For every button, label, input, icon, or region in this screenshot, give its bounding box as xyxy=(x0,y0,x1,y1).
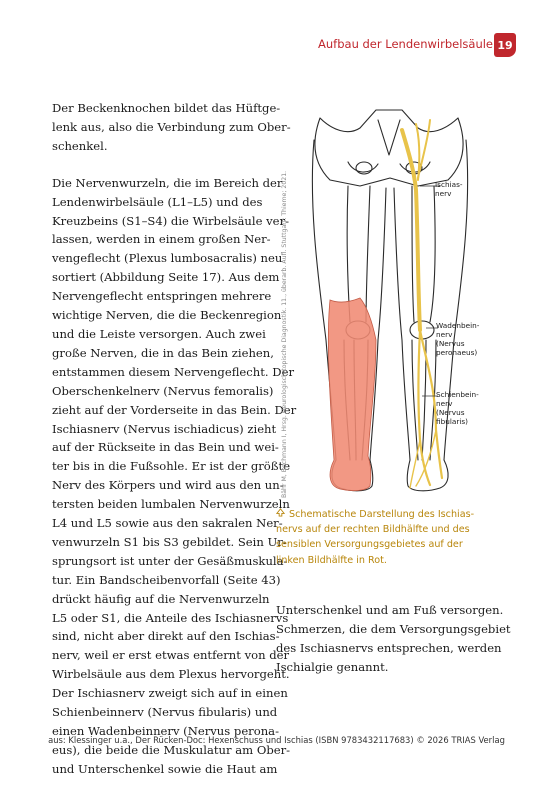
label-ischiasnerv xyxy=(435,180,463,198)
text-line: sprungsort ist unter der Gesäßmuskula- xyxy=(52,553,288,568)
label-line: (Nervus xyxy=(436,408,465,417)
text-line: Ischialgie genannt. xyxy=(276,659,389,674)
text-line: Ischiasnerv (Nervus ischiadicus) zieht xyxy=(52,421,277,436)
label-schienbeinnerv xyxy=(436,390,479,426)
label-line: peronaeus) xyxy=(436,348,478,357)
text-line: sortiert (Abbildung Seite 17). Aus dem xyxy=(52,270,280,285)
text-line: drückt häufig auf die Nervenwurzeln xyxy=(52,591,270,606)
label-line: nerv xyxy=(436,330,453,339)
text-line: Der Ischiasnerv zweigt sich auf in einen xyxy=(52,686,288,701)
text-line: L4 und L5 sowie aus den sakralen Ner- xyxy=(52,516,283,531)
caption-line: sensiblen Versorgungsgebietes auf der xyxy=(276,539,463,551)
text-line: Lendenwirbelsäule (L1–L5) und des xyxy=(52,194,263,209)
text-line: einen Wadenbeinnerv (Nervus perona- xyxy=(52,724,280,738)
label-line: nerv xyxy=(435,189,452,198)
source-footer: aus: Klessinger u.a., Der Rücken-Doc: Hexenschuss und Ischias (ISBN 9783432117683) © 2026 TRIAS Verlag xyxy=(48,735,505,745)
leader-lines xyxy=(420,186,440,396)
text-line: große Nerven, die in das Bein ziehen, xyxy=(52,345,274,360)
label-wadenbeinnerv xyxy=(436,321,479,357)
text-line: lassen, werden in einem großen Ner- xyxy=(52,232,271,247)
caption-line: linken Bildhälfte in Rot. xyxy=(276,554,387,566)
label-line: fibularis) xyxy=(436,417,469,426)
text-line: schenkel. xyxy=(52,138,108,153)
page-number-badge: 19 xyxy=(494,33,516,57)
text-line: venwurzeln S1 bis S3 gebildet. Sein Ur- xyxy=(52,534,287,549)
text-line: vengeflecht (Plexus lumbosacralis) neu xyxy=(52,251,283,266)
caption-text: Schematische Darstellung des Ischias- xyxy=(289,509,475,520)
text-line: sind, nicht aber direkt auf den Ischias- xyxy=(52,629,280,644)
anatomy-figure xyxy=(290,100,515,500)
text-line: und die Leiste versorgen. Auch zwei xyxy=(52,326,266,341)
text-line: lenk aus, also die Verbindung zum Ober- xyxy=(52,119,291,134)
text-line: L5 oder S1, die Anteile des Ischiasnervs xyxy=(52,610,289,625)
text-line: tur. Ein Bandscheibenvorfall (Seite 43) xyxy=(52,572,281,587)
text-line: und Unterschenkel sowie die Haut am xyxy=(52,761,278,776)
figure-credit: Bähr M, Bechmann I, Hrsg. Neurologisch-topische Diagnostik. 11., überarb. Aufl. Stuttgart: Thieme; 2021. xyxy=(281,170,288,498)
text-line: Kreuzbeins (S1–S4) die Wirbelsäule ver- xyxy=(52,213,289,228)
label-line: Schienbein- xyxy=(436,390,479,399)
text-line: Schienbeinnerv (Nervus fibularis) und xyxy=(52,705,278,720)
running-header: Aufbau der Lendenwirbelsäule xyxy=(318,37,493,51)
body-text-right xyxy=(276,601,511,677)
text-line: ter bis in die Fußsohle. Er ist der größte xyxy=(52,459,291,474)
text-line: Schmerzen, die dem Versorgungsgebiet xyxy=(276,621,511,636)
label-line: Ischias- xyxy=(435,180,463,189)
caption-line: nervs auf der rechten Bildhälfte und des xyxy=(276,524,470,536)
text-line: Nervengeflecht entspringen mehrere xyxy=(52,289,272,304)
text-line: eus), die beide die Muskulatur am Ober- xyxy=(52,742,291,757)
sensory-area-shape xyxy=(328,298,376,491)
text-line: zieht auf der Vorderseite in das Bein. Der xyxy=(52,402,297,417)
text-line: Die Nervenwurzeln, die im Bereich der xyxy=(52,175,283,190)
text-line: Nerv des Körpers und wird aus den un- xyxy=(52,478,284,493)
caption-line xyxy=(276,507,506,522)
text-line: des Ischiasnervs entsprechen, werden xyxy=(276,640,502,655)
text-line: wichtige Nerven, die die Beckenregion xyxy=(52,308,282,323)
legs-nerve-illustration xyxy=(290,100,515,500)
text-line: nerv, weil er erst etwas entfernt von der xyxy=(52,648,290,663)
label-line: nerv xyxy=(436,399,453,408)
text-line: Unterschenkel und am Fuß versorgen. xyxy=(276,603,504,617)
text-line: Wirbelsäule aus dem Plexus hervorgeht. xyxy=(52,667,290,682)
paragraph-1 xyxy=(52,99,291,156)
figure-caption xyxy=(276,507,506,568)
text-line: auf der Rückseite in das Bein und wei- xyxy=(52,440,279,455)
label-line: Wadenbein- xyxy=(436,321,480,330)
text-line: Oberschenkelnerv (Nervus femoralis) xyxy=(52,383,274,398)
text-line: Der Beckenknochen bildet das Hüftge- xyxy=(52,101,281,115)
label-line: (Nervus xyxy=(436,339,465,348)
text-line: tersten beiden lumbalen Nervenwurzeln xyxy=(52,497,290,512)
text-line: entstammen diesem Nervengeflecht. Der xyxy=(52,364,294,379)
up-arrow-icon xyxy=(276,507,286,522)
